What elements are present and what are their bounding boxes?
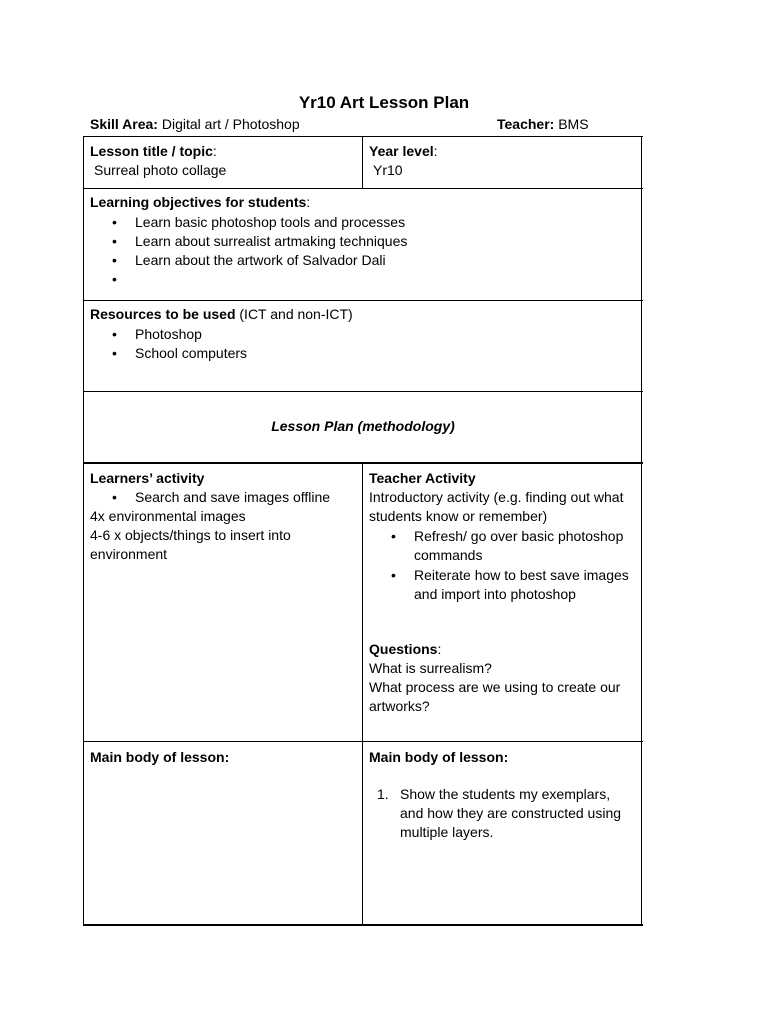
question-line: What is surrealism? — [369, 660, 492, 676]
list-item: • Learn about surrealist artmaking techniques — [90, 232, 635, 251]
main-body-left-label: Main body of lesson: — [90, 749, 230, 765]
list-item: • School computers — [90, 344, 635, 363]
col-divider-bottom — [362, 462, 363, 925]
lesson-title-value: Surreal photo collage — [94, 162, 227, 178]
row-divider-1 — [83, 188, 643, 189]
row-divider-5 — [83, 741, 643, 742]
lesson-title-cell — [90, 142, 355, 180]
main-body-right-cell — [369, 748, 637, 842]
row-divider-3 — [83, 391, 643, 392]
list-item: • Learn basic photoshop tools and processes — [90, 213, 635, 232]
learners-activity-label: Learners’ activity — [90, 470, 205, 486]
resources-label: Resources to be used — [90, 306, 236, 322]
year-level-cell — [369, 142, 634, 180]
table-border-top — [83, 136, 643, 137]
col-divider-top — [362, 136, 363, 189]
objectives-heading — [90, 193, 635, 212]
table-border-bottom — [83, 924, 643, 926]
lesson-title-colon: : — [212, 143, 217, 159]
step-number: 1. — [377, 786, 389, 802]
methodology-heading: Lesson Plan (methodology) — [271, 418, 455, 434]
list-item: • Reiterate how to best save images and import into photoshop — [369, 566, 635, 604]
list-item: • Learn about the artwork of Salvador Dali — [90, 251, 635, 270]
resources-heading — [90, 305, 635, 324]
questions-heading — [369, 640, 635, 659]
objectives-colon: : — [306, 194, 311, 210]
main-body-right-label: Main body of lesson: — [369, 749, 509, 765]
skill-area-value: Digital art / Photoshop — [161, 116, 300, 132]
teacher-value: BMS — [558, 116, 589, 132]
learners-activity-list — [90, 488, 352, 507]
resources-suffix: (ICT and non-ICT) — [235, 306, 353, 322]
teacher-activity-intro: Introductory activity (e.g. finding out what students know or remember) — [369, 489, 624, 524]
learners-activity-cell — [90, 469, 352, 564]
row-divider-2 — [83, 300, 643, 301]
table-border-right — [641, 136, 642, 926]
list-item: • Search and save images offline — [90, 488, 352, 507]
objectives-cell — [90, 193, 635, 289]
main-body-steps — [369, 785, 637, 842]
skill-area-label: Skill Area: — [90, 116, 158, 132]
teacher — [497, 115, 589, 134]
teacher-activity-label: Teacher Activity — [369, 470, 476, 486]
question-line: What process are we using to create our artworks? — [369, 679, 621, 714]
list-item: • Photoshop — [90, 325, 635, 344]
questions-label: Questions — [369, 641, 438, 657]
year-level-heading — [369, 142, 634, 161]
year-level-value: Yr10 — [373, 162, 403, 178]
learners-activity-line: 4-6 x objects/things to insert into environment — [90, 527, 291, 562]
teacher-activity-list — [369, 527, 635, 604]
resources-list — [90, 325, 635, 363]
list-item — [90, 270, 635, 289]
teacher-activity-cell — [369, 469, 635, 716]
main-body-left-cell — [90, 748, 352, 767]
objectives-label: Learning objectives for students — [90, 194, 307, 210]
resources-cell — [90, 305, 635, 363]
row-divider-4 — [83, 462, 643, 464]
lesson-title-heading — [90, 142, 355, 161]
list-item: • Refresh/ go over basic photoshop commands — [369, 527, 635, 565]
year-level-label: Year level — [369, 143, 434, 159]
list-item — [369, 785, 637, 842]
year-level-colon: : — [433, 143, 438, 159]
teacher-label: Teacher: — [497, 116, 555, 132]
learners-activity-line: 4x environmental images — [90, 508, 246, 524]
table-border-left — [83, 136, 84, 926]
questions-colon: : — [437, 641, 442, 657]
step-text: Show the students my exemplars, and how they are constructed using multiple layers. — [400, 786, 622, 840]
skill-area — [90, 115, 300, 134]
objectives-list — [90, 213, 635, 289]
lesson-title-label: Lesson title / topic — [90, 143, 213, 159]
page-title: Yr10 Art Lesson Plan — [298, 93, 470, 112]
